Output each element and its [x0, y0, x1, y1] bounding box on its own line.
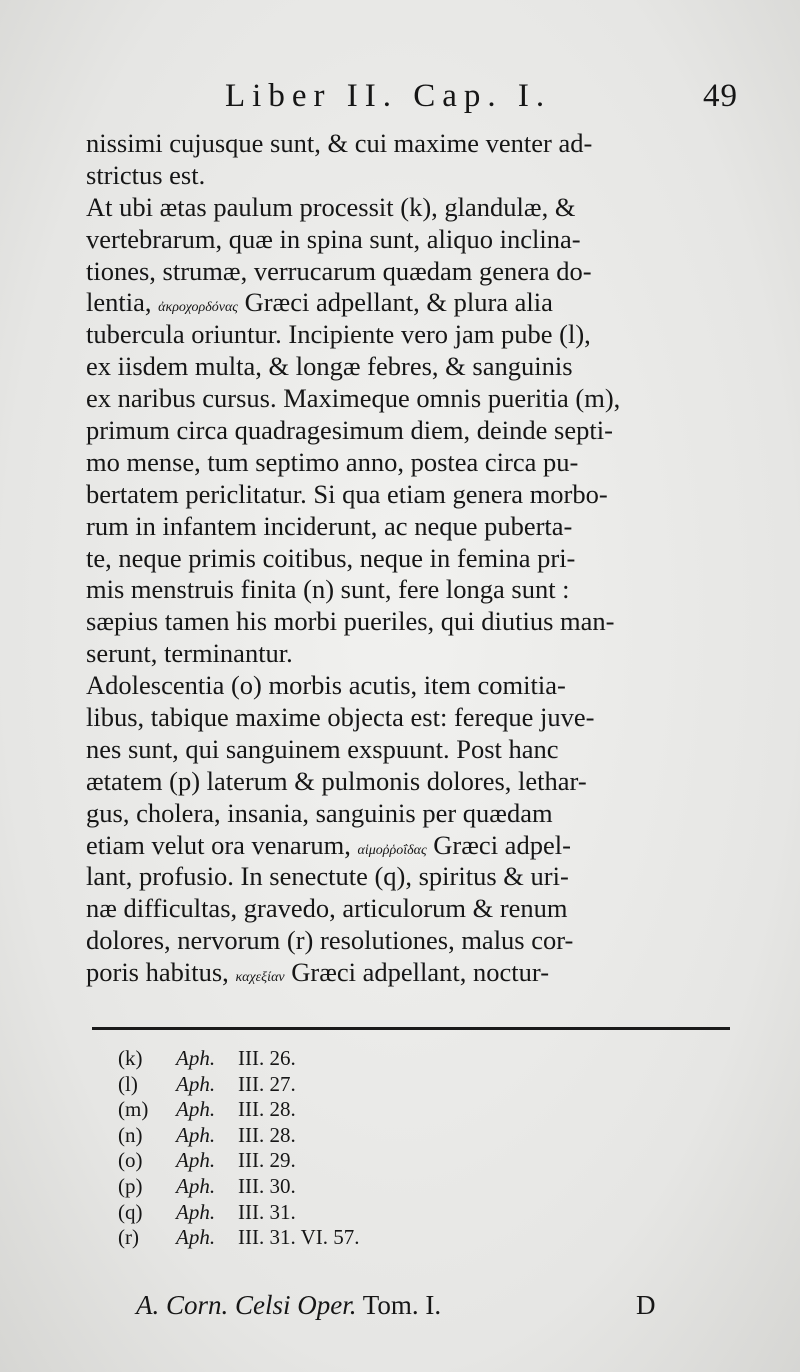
text-line: lant, profusio. In senectute (q), spiritus & uri-	[86, 861, 569, 892]
footnote-mark: (m)	[118, 1097, 149, 1122]
footnote-src: Aph.	[176, 1148, 216, 1173]
text-line: mis menstruis finita (n) sunt, fere longa sunt :	[86, 574, 570, 605]
text-line: te, neque primis coitibus, neque in femina pri-	[86, 542, 576, 573]
text-line: At ubi ætas paulum processit (k), glandulæ, &	[86, 191, 576, 222]
footnote	[118, 1072, 538, 1098]
text-line: poris habitus, καχεξίαν Græci adpellant, noctur-	[86, 957, 550, 988]
footnote-src: Aph.	[176, 1071, 216, 1096]
text-line: bertatem periclitatur. Si qua etiam genera morbo-	[86, 478, 608, 509]
footnote-src: Aph.	[176, 1097, 216, 1122]
page-number: 49	[703, 78, 738, 114]
running-title: Liber II. Cap. I.	[225, 78, 552, 114]
text-line: lentia, ἀκροχορδόνας Græci adpellant, & plura alia	[86, 287, 553, 318]
text-line: ex naribus cursus. Maximeque omnis pueritia (m),	[86, 383, 621, 414]
footnote-ref: III. 31. VI. 57.	[238, 1225, 360, 1250]
text-line: primum circa quadragesimum diem, deinde septi-	[86, 415, 613, 446]
text-line: tiones, strumæ, verrucarum quædam genera do-	[86, 255, 592, 286]
footnote-ref: III. 29.	[238, 1148, 296, 1173]
running-header	[225, 78, 745, 122]
text-line: serunt, terminantur.	[86, 638, 293, 669]
footnote-ref: III. 31.	[238, 1199, 296, 1224]
text-line: Adolescentia (o) morbis acutis, item comitia-	[86, 670, 566, 701]
text-line: tubercula oriuntur. Incipiente vero jam pube (l),	[86, 319, 591, 350]
footnote-ref: III. 26.	[238, 1046, 296, 1070]
text-line: libus, tabique maxime objecta est: fereque juve-	[86, 702, 595, 733]
footnote-mark: (l)	[118, 1071, 138, 1096]
text-line: etiam velut ora venarum, αἱμοῤῥοΐδας Græci adpel-	[86, 829, 571, 860]
greek-word: αἱμοῤῥοΐδας	[357, 842, 427, 858]
footnote-mark: (k)	[118, 1046, 143, 1070]
footnote	[118, 1097, 538, 1123]
text-line: strictus est.	[86, 159, 206, 190]
footnote-mark: (n)	[118, 1122, 143, 1147]
text-line: sæpius tamen his morbi pueriles, qui diutius man-	[86, 606, 615, 637]
footnote	[118, 1046, 538, 1072]
signature-mark: D	[636, 1290, 656, 1320]
text-line: nes sunt, qui sanguinem exspuunt. Post hanc	[86, 733, 559, 764]
footnote-src: Aph.	[176, 1046, 216, 1070]
signature-line	[136, 1290, 696, 1330]
footnote	[118, 1174, 538, 1200]
text-line: gus, cholera, insania, sanguinis per quædam	[86, 797, 553, 828]
text-line: mo mense, tum septimo anno, postea circa pu-	[86, 446, 579, 477]
footnote-ref: III. 28.	[238, 1097, 296, 1122]
footnote	[118, 1148, 538, 1174]
footnote-src: Aph.	[176, 1122, 216, 1147]
footnote	[118, 1200, 538, 1226]
signature-title: A. Corn. Celsi Oper. Tom. I.	[136, 1290, 442, 1320]
footnotes	[118, 1046, 538, 1251]
greek-word: ἀκροχορδόνας	[158, 300, 238, 316]
text-line: ætatem (p) laterum & pulmonis dolores, lethar-	[86, 765, 587, 796]
footnote-src: Aph.	[176, 1225, 216, 1250]
footnote-mark: (p)	[118, 1173, 143, 1198]
main-text	[86, 128, 746, 989]
footnote-rule	[92, 1027, 730, 1030]
footnote-ref: III. 27.	[238, 1071, 296, 1096]
footnote-mark: (o)	[118, 1148, 143, 1173]
text-line: vertebrarum, quæ in spina sunt, aliquo inclina-	[86, 223, 581, 254]
footnote-ref: III. 30.	[238, 1173, 296, 1198]
footnote-mark: (q)	[118, 1199, 143, 1224]
footnote	[118, 1123, 538, 1149]
text-line: rum in infantem inciderunt, ac neque puberta-	[86, 510, 573, 541]
greek-word: καχεξίαν	[235, 970, 285, 986]
footnote-mark: (r)	[118, 1225, 139, 1250]
footnote-src: Aph.	[176, 1199, 216, 1224]
text-line: nissimi cujusque sunt, & cui maxime venter ad-	[86, 128, 593, 158]
footnote-src: Aph.	[176, 1173, 216, 1198]
text-line: ex iisdem multa, & longæ febres, & sanguinis	[86, 351, 573, 382]
footnote	[118, 1225, 538, 1251]
text-line: dolores, nervorum (r) resolutiones, malus cor-	[86, 925, 574, 956]
footnote-ref: III. 28.	[238, 1122, 296, 1147]
text-line: næ difficultas, gravedo, articulorum & renum	[86, 893, 568, 924]
